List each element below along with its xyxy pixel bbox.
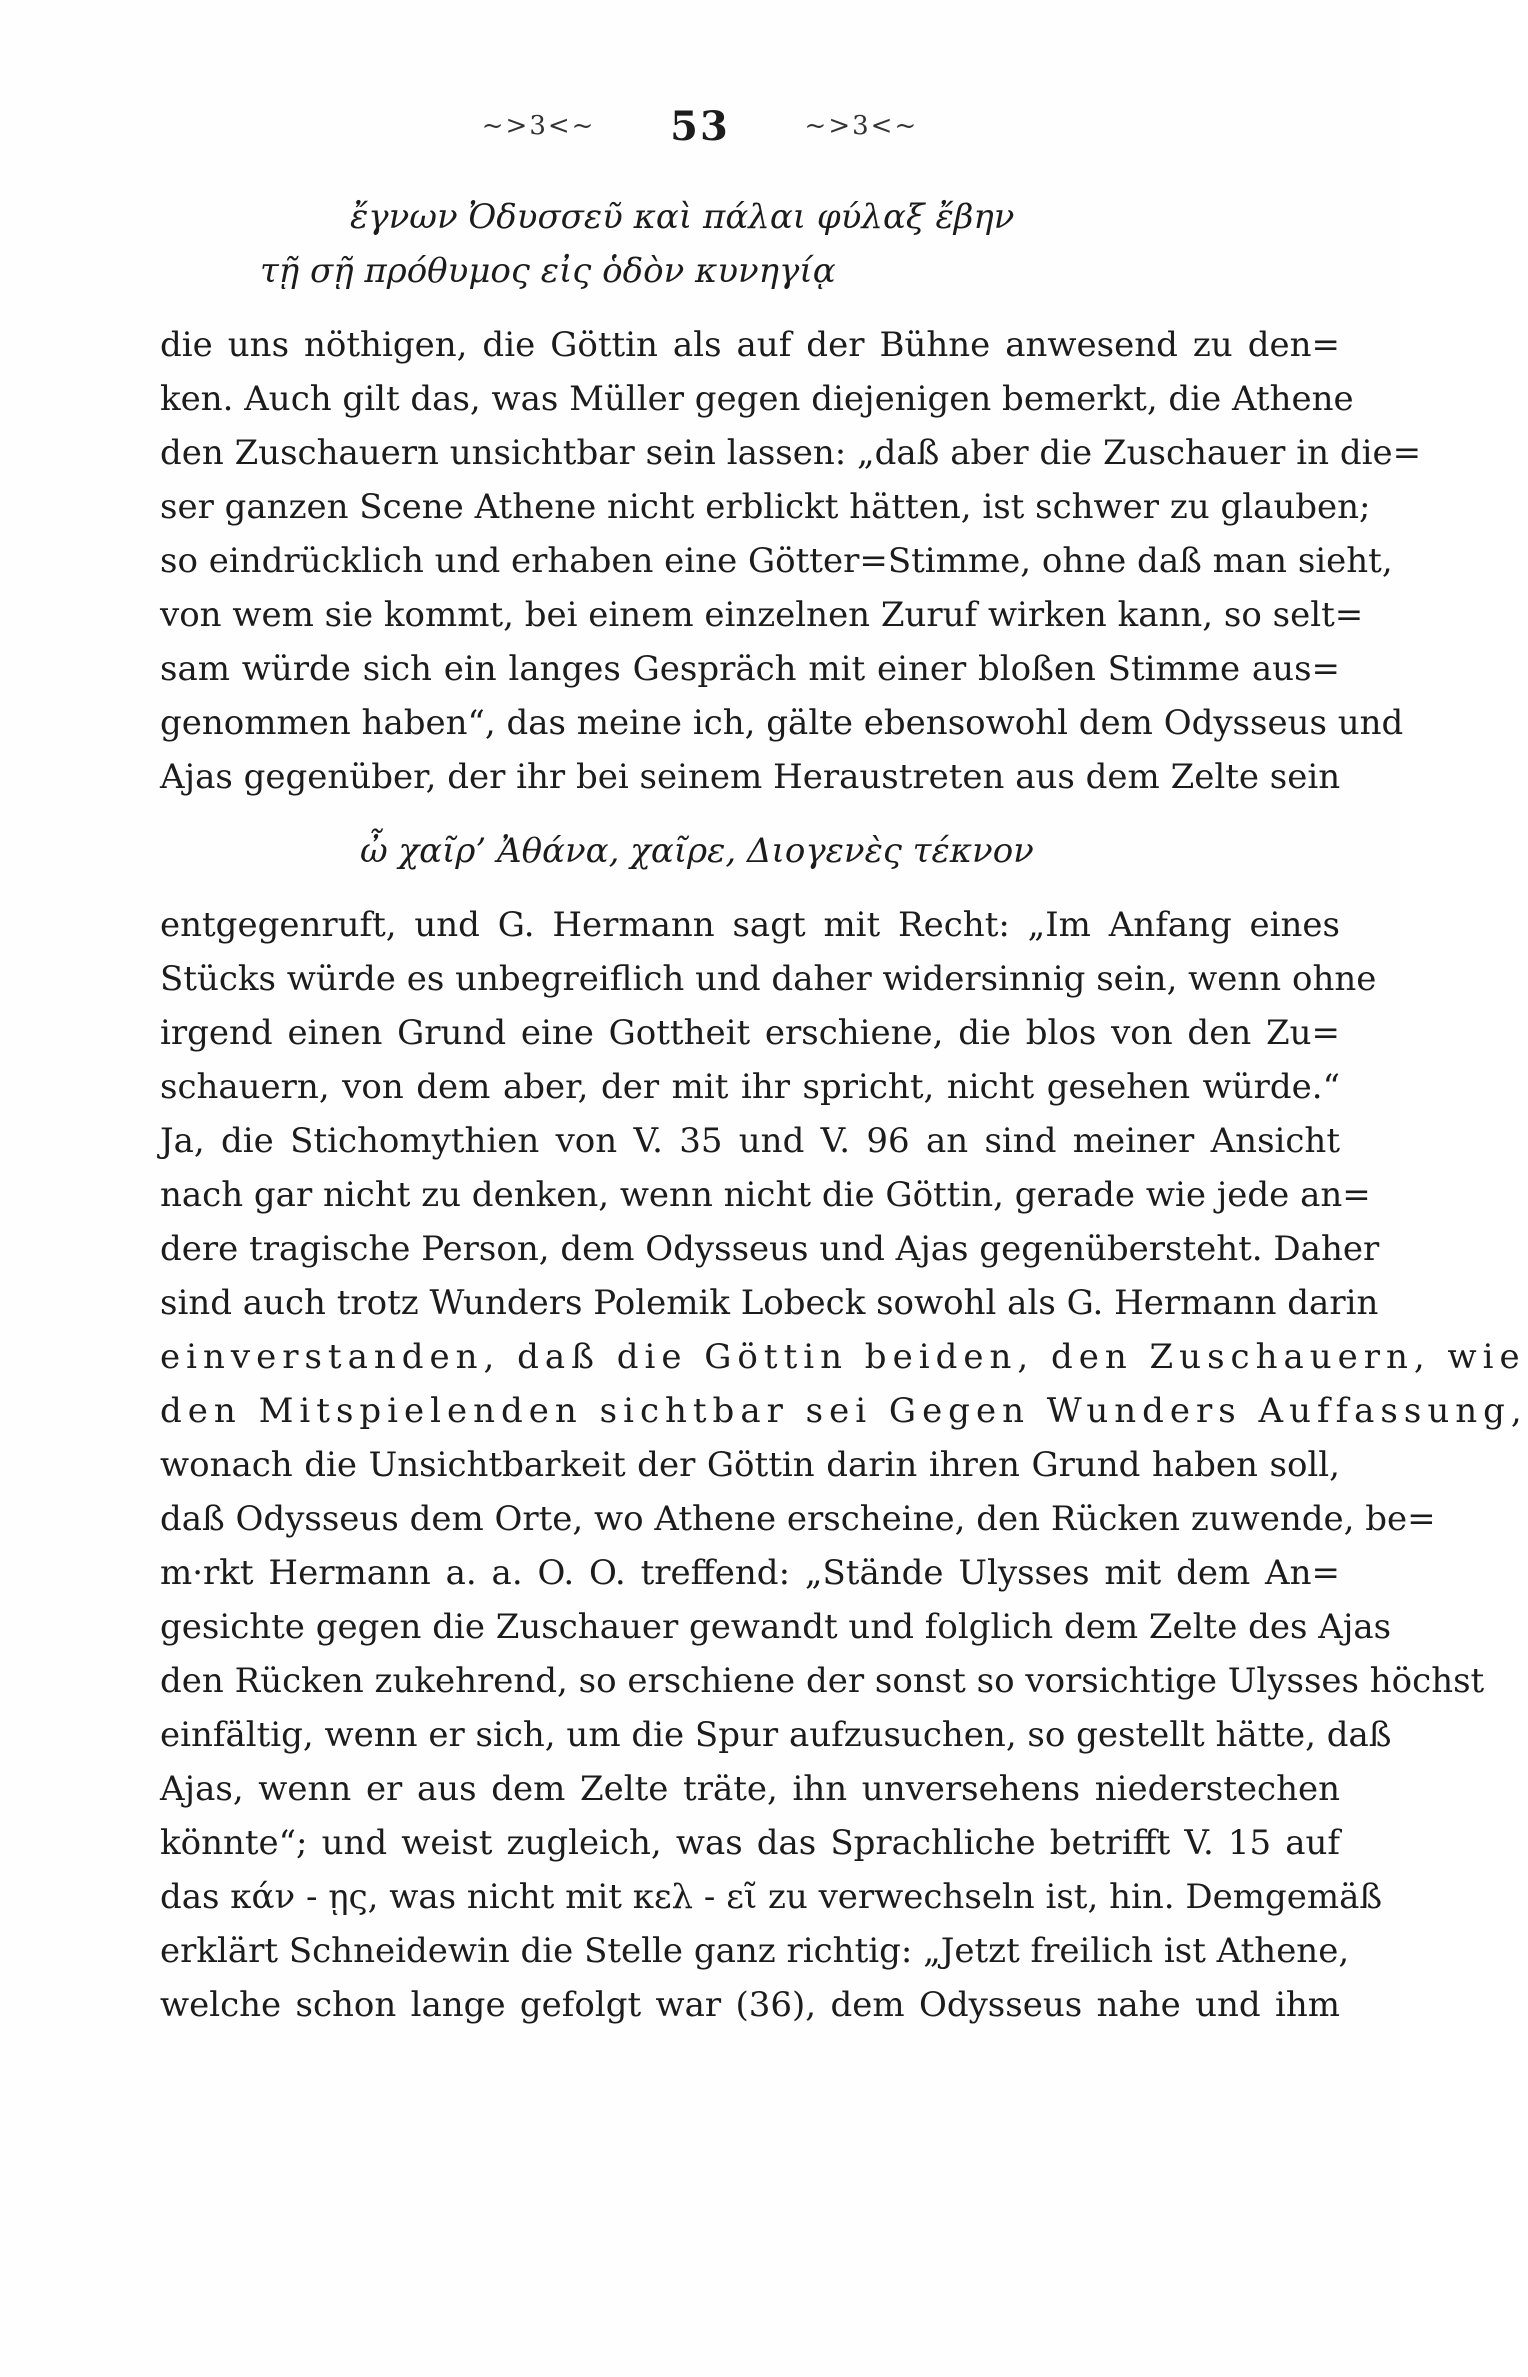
ornament-right: ~>3<~	[804, 111, 919, 141]
text-line: so eindrücklich und erhaben eine Götter=Stimme, ohne daß man sieht,	[160, 541, 1393, 581]
text-line: sam würde sich ein langes Gespräch mit einer bloßen Stimme aus=	[160, 649, 1340, 689]
text-line: dere tragische Person, dem Odysseus und Ajas gegenübersteht. Daher	[160, 1229, 1380, 1269]
text-line: den Mitspielenden sichtbar sei Gegen Wunders Auffassung,	[160, 1391, 1528, 1431]
text-line: irgend einen Grund eine Gottheit erschiene, die blos von den Zu=	[160, 1013, 1340, 1053]
text-line: schauern, von dem aber, der mit ihr spricht, nicht gesehen würde.“	[160, 1067, 1340, 1107]
text-line: entgegenruft, und G. Hermann sagt mit Recht: „Im Anfang eines	[160, 905, 1340, 945]
text-line: m·rkt Hermann a. a. O. O. treffend: „Stände Ulysses mit dem An=	[160, 1553, 1340, 1593]
text-line: wonach die Unsichtbarkeit der Göttin darin ihren Grund haben soll,	[160, 1445, 1340, 1485]
text-line: von wem sie kommt, bei einem einzelnen Zuruf wirken kann, so selt=	[160, 595, 1364, 635]
text-line: erklärt Schneidewin die Stelle ganz richtig: „Jetzt freilich ist Athene,	[160, 1931, 1350, 1971]
text-line: sind auch trotz Wunders Polemik Lobeck sowohl als G. Hermann darin	[160, 1283, 1379, 1323]
text-line: nach gar nicht zu denken, wenn nicht die Göttin, gerade wie jede an=	[160, 1175, 1371, 1215]
page-body	[160, 190, 1528, 2032]
page-number: 53	[670, 102, 730, 150]
text-line: ser ganzen Scene Athene nicht erblickt hätten, ist schwer zu glauben;	[160, 487, 1371, 527]
text-line: die uns nöthigen, die Göttin als auf der Bühne anwesend zu den=	[160, 325, 1340, 365]
text-line: könnte“; und weist zugleich, was das Sprachliche betrifft V. 15 auf	[160, 1823, 1340, 1863]
text-line: welche schon lange gefolgt war (36), dem Odysseus nahe und ihm	[160, 1985, 1340, 2025]
greek-quote-line: τῇ σῇ πρόθυμος εἰς ὁδὸν κυνηγίᾳ	[260, 251, 836, 291]
text-line: Ajas, wenn er aus dem Zelte träte, ihn unversehens niederstechen	[160, 1769, 1340, 1809]
greek-quote-line: ὦ χαῖρ’ Ἀθάνα, χαῖρε, Διογενὲς τέκνον	[360, 831, 1034, 871]
text-line: Ja, die Stichomythien von V. 35 und V. 96 an sind meiner Ansicht	[160, 1121, 1340, 1161]
greek-quote-line: ἔγνων Ὀδυσσεῦ καὶ πάλαι φύλαξ ἔβην	[350, 197, 1015, 237]
page-header	[0, 100, 1400, 150]
text-line: das κάν - ῃς, was nicht mit κελ - εῖ zu verwechseln ist, hin. Demgemäß	[160, 1877, 1383, 1917]
text-line: genommen haben“, das meine ich, gälte ebensowohl dem Odysseus und	[160, 703, 1404, 743]
text-line: den Zuschauern unsichtbar sein lassen: „daß aber die Zuschauer in die=	[160, 433, 1422, 473]
text-line: daß Odysseus dem Orte, wo Athene erscheine, den Rücken zuwende, be=	[160, 1499, 1436, 1539]
text-line: einverstanden, daß die Göttin beiden, den Zuschauern, wie	[160, 1337, 1526, 1377]
text-line: Ajas gegenüber, der ihr bei seinem Heraustreten aus dem Zelte sein	[160, 757, 1341, 797]
text-line: ken. Auch gilt das, was Müller gegen diejenigen bemerkt, die Athene	[160, 379, 1354, 419]
text-line: Stücks würde es unbegreiflich und daher widersinnig sein, wenn ohne	[160, 959, 1377, 999]
text-line: einfältig, wenn er sich, um die Spur aufzusuchen, so gestellt hätte, daß	[160, 1715, 1392, 1755]
ornament-left: ~>3<~	[481, 111, 596, 141]
text-line: gesichte gegen die Zuschauer gewandt und folglich dem Zelte des Ajas	[160, 1607, 1392, 1647]
text-line: den Rücken zukehrend, so erschiene der sonst so vorsichtige Ulysses höchst	[160, 1661, 1485, 1701]
